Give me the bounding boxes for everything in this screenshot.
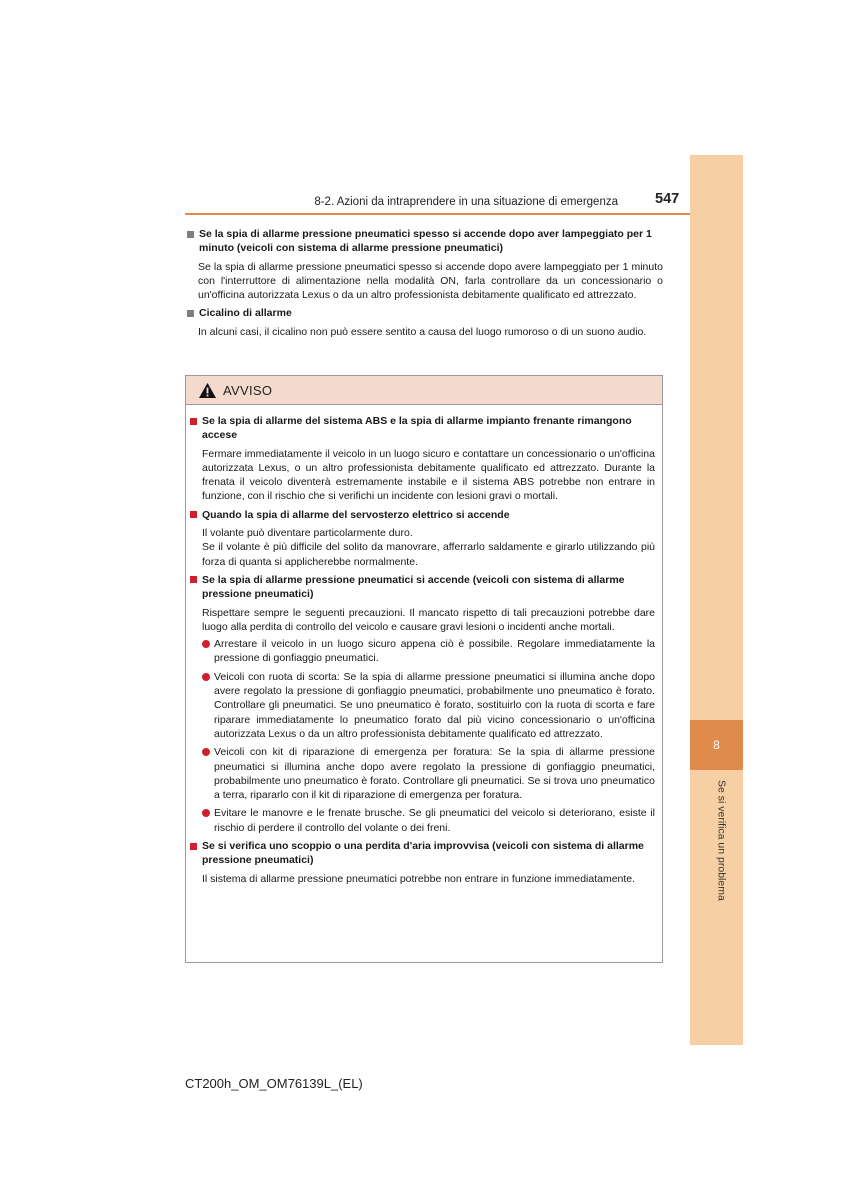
section-heading <box>187 227 663 256</box>
square-bullet-icon <box>187 310 194 317</box>
warning-item-heading <box>190 414 655 443</box>
warning-item-paragraph: Fermare immediatamente il veicolo in un luogo sicuro e contattare un concessionario o un'officina autorizzata Lexus, o un altro professionista debitamente qualificato ed attrezzato. Durante la frenata il veicolo diventerà estremamente instabile e il sistema ABS potrebbe non entrare in funzione, con il rischio che si verifichi un incidente con lesioni gravi o mortali. <box>202 447 655 503</box>
list-item-text: Arrestare il veicolo in un luogo sicuro appena ciò è possibile. Regolare immediatamente la pressione di gonfiaggio pneumatici. <box>214 638 655 665</box>
warning-title: AVVISO <box>223 382 273 398</box>
warning-item-paragraph: Rispettare sempre le seguenti precauzioni. Il mancato rispetto di tali precauzioni potrebbe dare luogo alla perdita di controllo del veicolo e causare gravi lesioni o incidenti anche mortali. <box>202 606 655 633</box>
list-item <box>202 637 655 666</box>
square-bullet-icon <box>187 231 194 238</box>
warning-triangle-icon <box>198 382 217 399</box>
warning-item-heading <box>190 508 655 522</box>
section-heading-text: Cicalino di allarme <box>199 307 292 320</box>
list-item-text: Evitare le manovre e le frenate brusche. Se gli pneumatici del veicolo si deteriorano, esiste il rischio di perdere il controllo del volante o dei freni. <box>214 807 655 834</box>
section-tire-pressure-blink <box>187 227 663 302</box>
warning-item-heading-text: Se la spia di allarme pressione pneumatici si accende (veicoli con sistema di allarme pressione pneumatici) <box>202 573 625 601</box>
warning-item-body <box>202 526 655 569</box>
warning-item-heading <box>190 573 655 602</box>
list-item-text: Veicoli con ruota di scorta: Se la spia di allarme pressione pneumatici si illumina anche dopo avere regolato la pressione di gonfiaggio pneumatici, probabilmente uno pneumatico è forato. Controllare gli pneumatici. Se uno pneumatico è forato, sostituirlo con la ruota di scorta e fare riparare immediatamente lo pneumatico forato dal più vicino concessionario o un'officina autorizzata Lexus o da un altro professionista debitamente qualificato ed attrezzato. <box>214 670 655 740</box>
warning-item-paragraph: Il volante può diventare particolarmente duro. <box>202 527 413 540</box>
header-divider <box>185 213 690 215</box>
section-title: 8-2. Azioni da intraprendere in una situazione di emergenza <box>314 196 618 208</box>
warning-item-body <box>202 872 655 886</box>
warning-header <box>186 376 662 405</box>
list-item-text: Veicoli con kit di riparazione di emergenza per foratura: Se la spia di allarme pressione pneumatici si illumina anche dopo avere regolato la pressione di gonfiaggio pneumatici, probabilmente uno pneumatico è forato. Controllare gli pneumatici. Se si trova uno pneumatico a terra, ripararlo con il kit di riparazione di emergenza per foratura. <box>214 746 655 802</box>
chapter-number: 8 <box>713 738 720 752</box>
document-code: CT200h_OM_OM76139L_(EL) <box>185 1076 363 1091</box>
warning-item-paragraph: Se il volante è più difficile del solito da manovrare, afferrarlo saldamente e girarlo utilizzando più forza di quanta si applicherebbe normalmente. <box>202 541 655 568</box>
red-dot-bullet-icon <box>202 748 210 756</box>
list-item <box>202 806 655 835</box>
warning-item-body <box>202 606 655 635</box>
warning-item-heading <box>190 839 655 868</box>
section-body: Se la spia di allarme pressione pneumatici spesso si accende dopo avere lampeggiato per 1 minuto con l'interruttore di alimentazione nella modalità ON, farla controllare da un concessionario o un'officina autorizzata Lexus o da un altro professionista debitamente qualificato ed attrezzato. <box>198 260 663 302</box>
red-square-bullet-icon <box>190 843 197 850</box>
red-dot-bullet-icon <box>202 640 210 648</box>
red-square-bullet-icon <box>190 511 197 518</box>
warning-item-tire-pressure <box>190 573 655 835</box>
main-content <box>187 227 663 343</box>
red-dot-bullet-icon <box>202 673 210 681</box>
warning-item-heading-text: Se si verifica uno scoppio o una perdita d'aria improvvisa (veicoli con sistema di allarme pressione pneumatici) <box>202 840 644 867</box>
section-buzzer <box>187 306 663 339</box>
warning-item-power-steering <box>190 508 655 569</box>
warning-item-heading-text: Quando la spia di allarme del servosterzo elettrico si accende <box>202 508 510 521</box>
side-tab <box>690 155 743 1045</box>
warning-item-heading-text: Se la spia di allarme del sistema ABS e la spia di allarme impianto frenante rimangono accese <box>202 415 632 442</box>
list-item <box>202 745 655 802</box>
page-number: 547 <box>655 191 680 207</box>
red-square-bullet-icon <box>190 418 197 425</box>
warning-bullet-list <box>202 637 655 835</box>
section-heading <box>187 306 663 320</box>
section-heading-text: Se la spia di allarme pressione pneumatici spesso si accende dopo aver lampeggiato per 1 minuto (veicoli con sistema di allarme pressione pneumatici) <box>199 228 652 255</box>
warning-box <box>185 375 663 963</box>
warning-item-paragraph: Il sistema di allarme pressione pneumatici potrebbe non entrare in funzione immediatamente. <box>202 872 636 885</box>
section-body: In alcuni casi, il cicalino non può essere sentito a causa del luogo rumoroso o di un suono audio. <box>198 325 647 338</box>
warning-item-abs <box>190 414 655 504</box>
warning-body <box>186 405 662 886</box>
warning-item-body <box>202 447 655 504</box>
red-dot-bullet-icon <box>202 809 210 817</box>
list-item <box>202 670 655 741</box>
chapter-number-tab[interactable] <box>690 720 743 770</box>
red-square-bullet-icon <box>190 576 197 583</box>
warning-item-blowout <box>190 839 655 886</box>
chapter-label: Se si verifica un problema <box>715 780 728 901</box>
